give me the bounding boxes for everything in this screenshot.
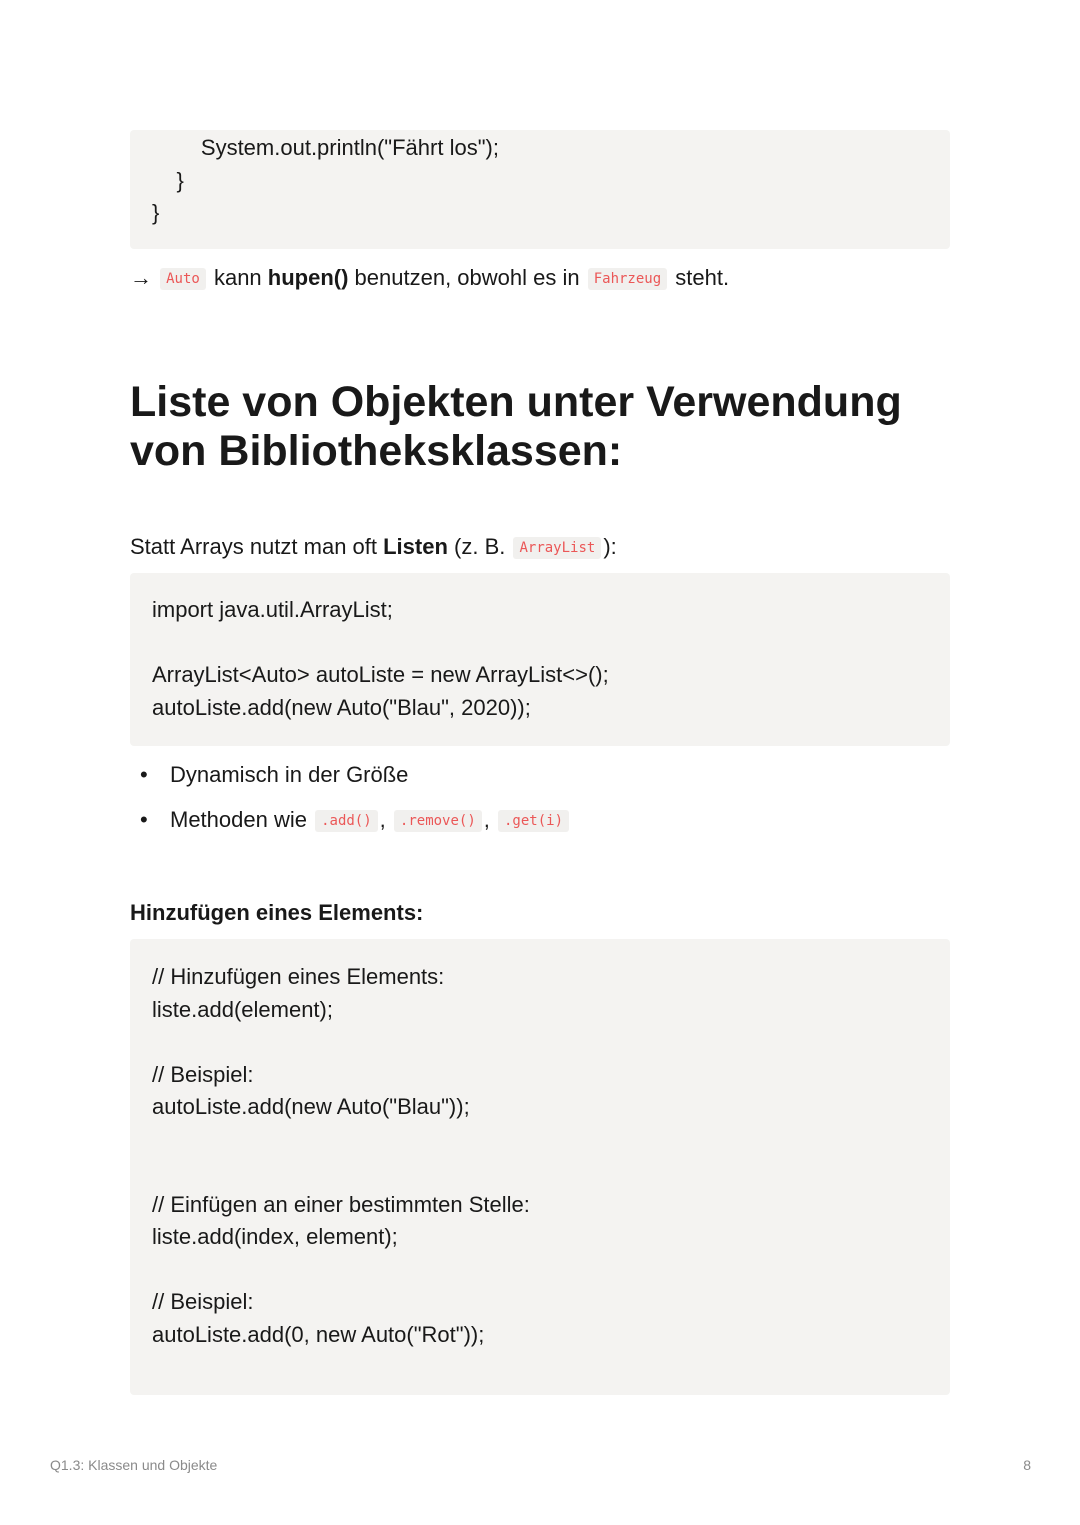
inheritance-note bbox=[130, 263, 729, 294]
list-item bbox=[130, 805, 571, 850]
arrow-icon: → bbox=[130, 265, 152, 290]
inline-code-remove: .remove() bbox=[394, 810, 482, 832]
inline-code-fahrzeug: Fahrzeug bbox=[588, 268, 667, 290]
code-line: liste.add(index, element); bbox=[152, 1224, 398, 1249]
intro-text: Statt Arrays nutzt man oft bbox=[130, 534, 384, 559]
inline-code-arraylist: ArrayList bbox=[513, 537, 601, 559]
note-bold-method: hupen() bbox=[267, 265, 349, 290]
code-line: autoListe.add(0, new Auto("Rot")); bbox=[152, 1321, 485, 1347]
code-line: } bbox=[152, 167, 184, 193]
code-line: // Hinzufügen eines Elements: bbox=[152, 964, 445, 989]
bullet-text: Dynamisch in der Größe bbox=[170, 762, 409, 787]
code-line: } bbox=[152, 200, 160, 225]
list-item bbox=[130, 760, 571, 805]
inline-code-add: .add() bbox=[315, 810, 378, 832]
inline-code-auto: Auto bbox=[160, 268, 206, 290]
subheading: Hinzufügen eines Elements: bbox=[130, 900, 424, 925]
code-line: // Beispiel: bbox=[152, 1061, 254, 1087]
code-block-arraylist bbox=[130, 573, 950, 746]
code-line: import java.util.ArrayList; bbox=[152, 597, 393, 622]
note-text: benutzen, obwohl es in bbox=[348, 265, 586, 290]
intro-paragraph bbox=[130, 532, 617, 563]
separator: , bbox=[379, 807, 392, 832]
code-line: liste.add(element); bbox=[152, 996, 333, 1022]
inline-code-get: .get(i) bbox=[498, 810, 569, 832]
code-line: // Einfügen an einer bestimmten Stelle: bbox=[152, 1191, 530, 1217]
section-heading: Liste von Objekten unter Verwendung von Bibliotheksklassen: bbox=[130, 378, 902, 475]
code-block-add bbox=[130, 939, 950, 1395]
code-line bbox=[152, 1156, 928, 1189]
code-line: System.out.println("Fährt los"); bbox=[152, 135, 499, 160]
footer-title: Q1.3: Klassen und Objekte bbox=[50, 1457, 218, 1473]
code-line bbox=[152, 627, 928, 660]
page-number: 8 bbox=[1023, 1457, 1031, 1473]
code-line: autoListe.add(new Auto("Blau")); bbox=[152, 1094, 470, 1119]
separator: , bbox=[483, 807, 496, 832]
intro-text: ): bbox=[603, 534, 617, 559]
intro-text: (z. B. bbox=[447, 534, 512, 559]
bullet-list bbox=[130, 760, 571, 850]
intro-bold: Listen bbox=[383, 534, 448, 559]
note-text: steht. bbox=[669, 265, 730, 290]
note-text: kann bbox=[207, 265, 268, 290]
code-line bbox=[152, 1124, 928, 1157]
code-block-print bbox=[130, 130, 950, 249]
code-line: autoListe.add(new Auto("Blau", 2020)); bbox=[152, 694, 531, 720]
code-line bbox=[152, 1026, 928, 1059]
code-line bbox=[152, 1254, 928, 1287]
code-line: ArrayList<Auto> autoListe = new ArrayList<>(); bbox=[152, 662, 609, 687]
code-line: // Beispiel: bbox=[152, 1289, 254, 1314]
bullet-text: Methoden wie bbox=[170, 807, 314, 832]
